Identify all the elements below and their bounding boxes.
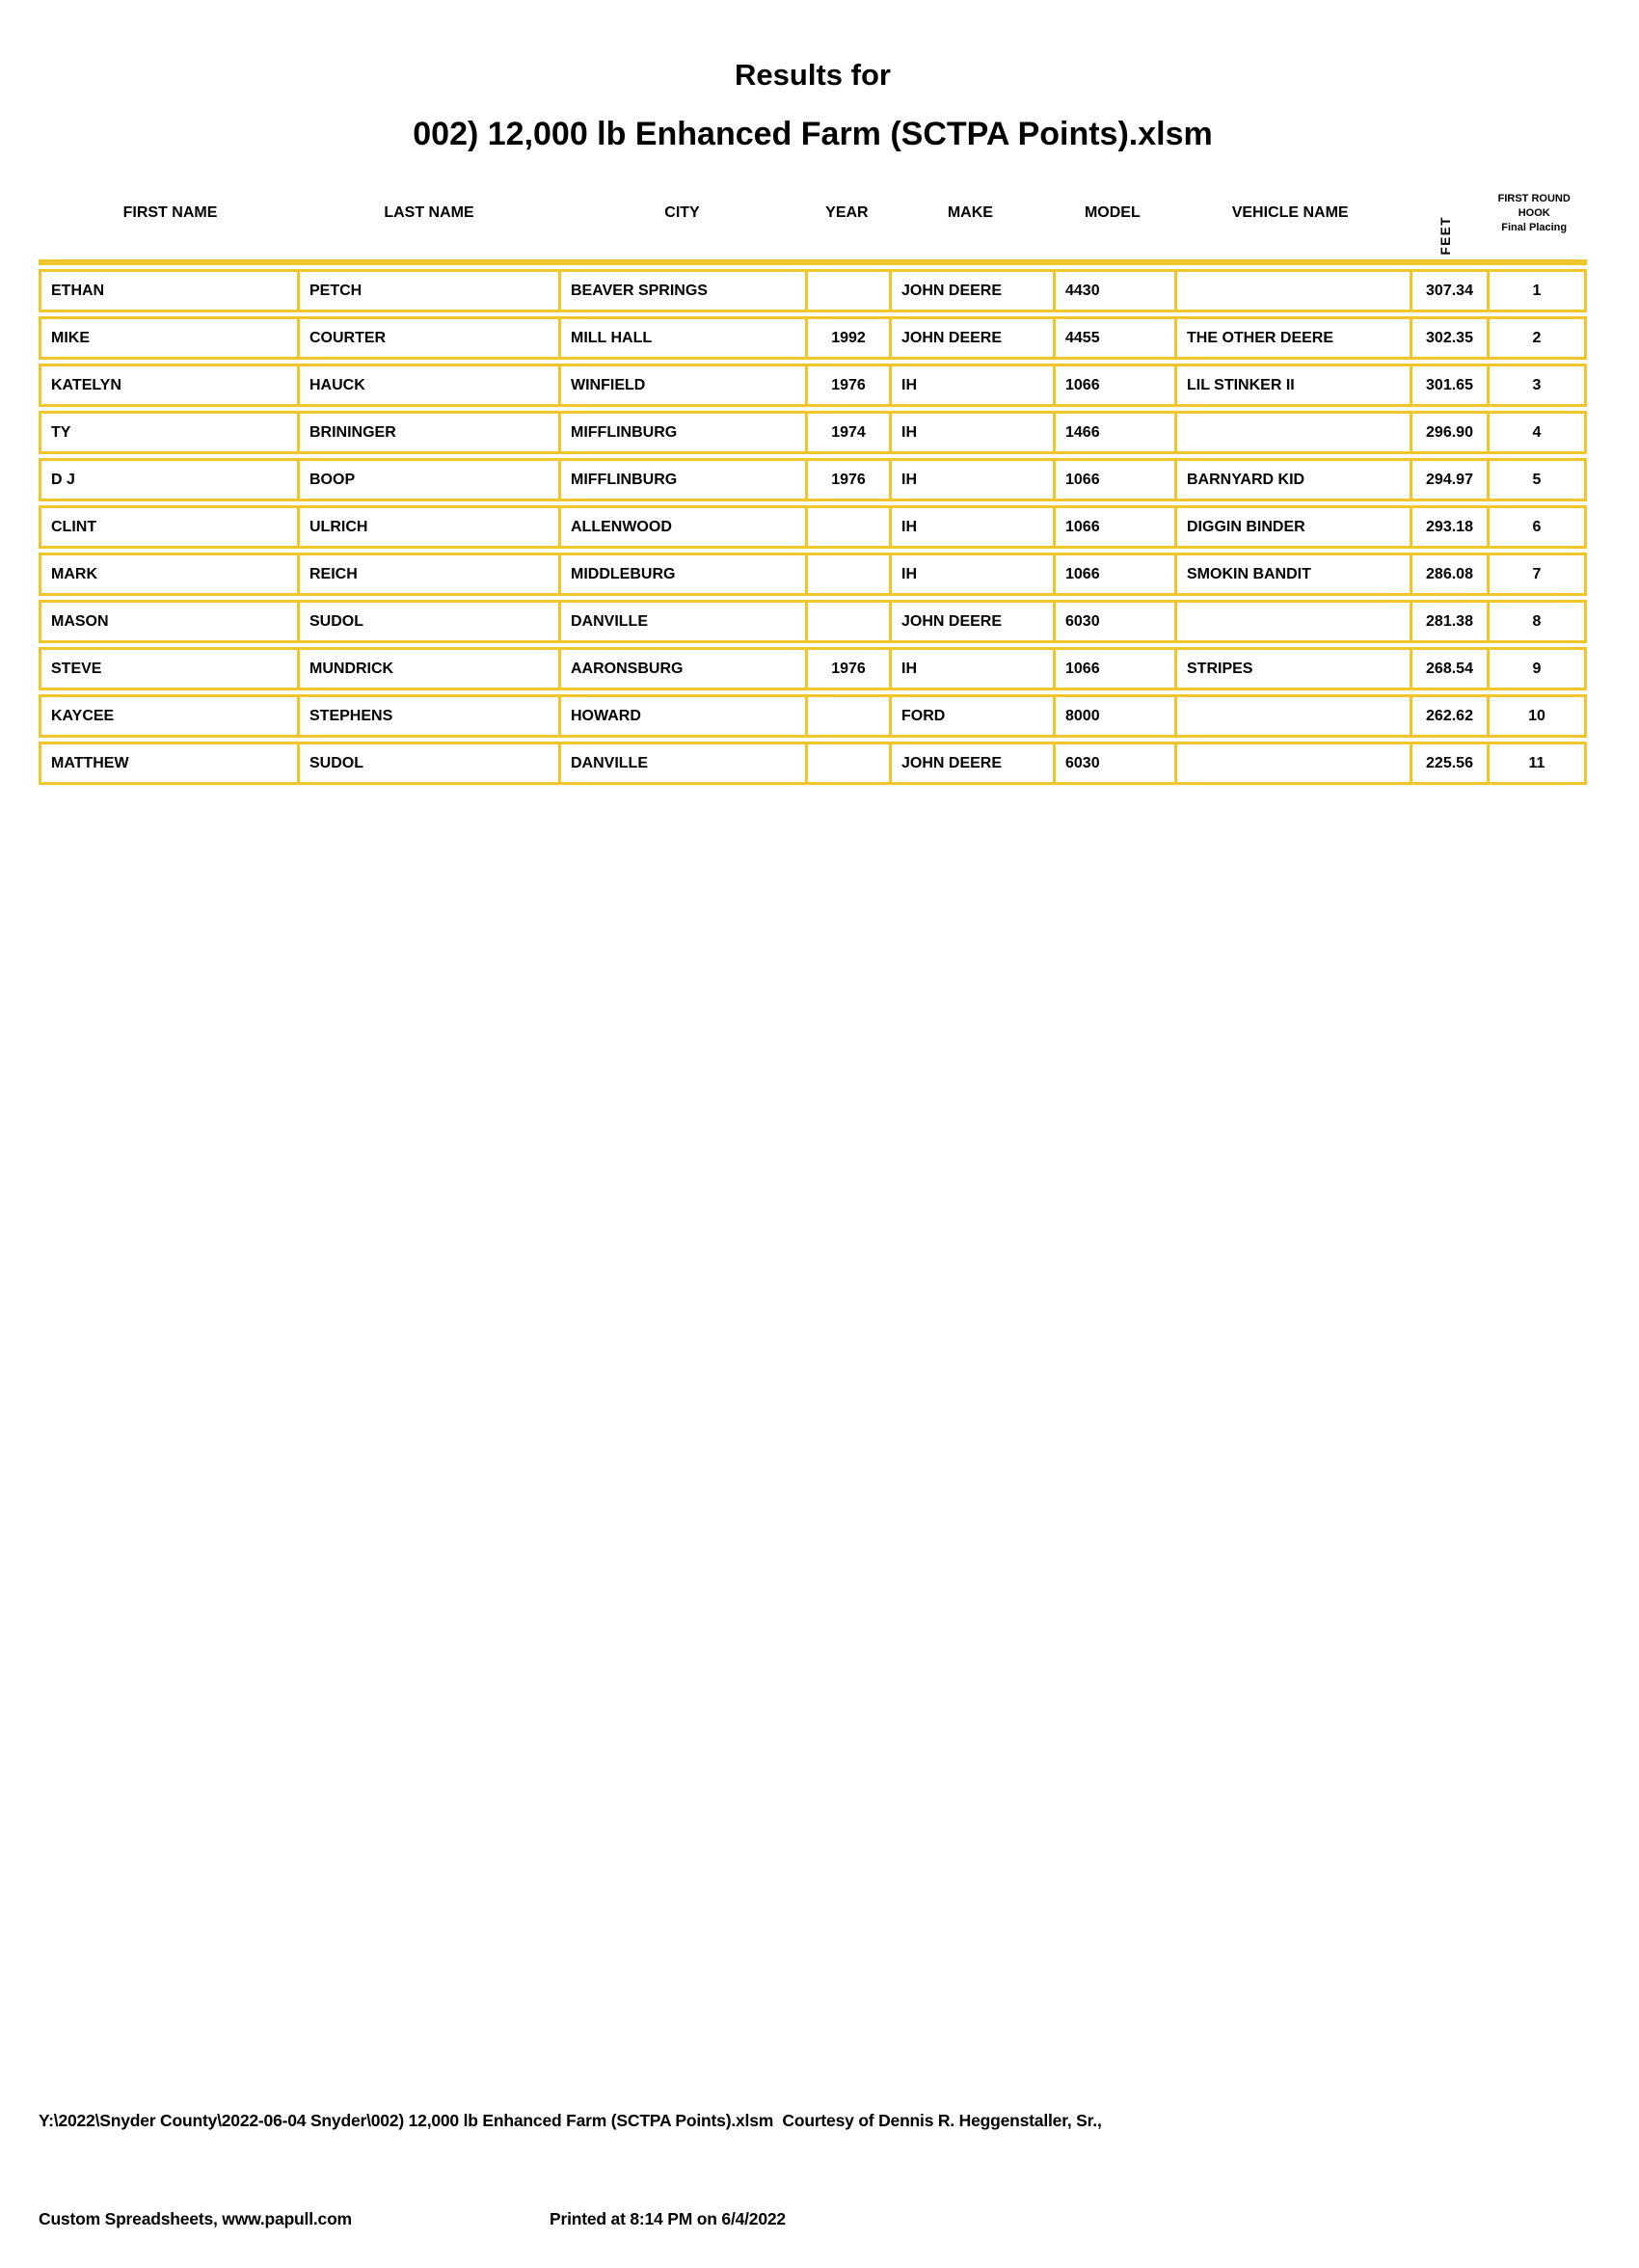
- cell-last-name: ULRICH: [300, 508, 561, 546]
- cell-model: 6030: [1056, 744, 1177, 782]
- table-row: [39, 505, 1587, 549]
- table-row: [39, 600, 1587, 643]
- cell-vehicle-name: THE OTHER DEERE: [1177, 319, 1412, 357]
- cell-feet: 281.38: [1412, 603, 1490, 640]
- cell-first-name: KATELYN: [41, 366, 300, 404]
- cell-last-name: BRININGER: [300, 414, 561, 451]
- table-row: [39, 316, 1587, 360]
- cell-feet: 296.90: [1412, 414, 1490, 451]
- cell-model: 4430: [1056, 272, 1177, 310]
- column-header-last-name: LAST NAME: [384, 204, 474, 221]
- cell-placing: 11: [1528, 754, 1545, 771]
- cell-year: 1976: [808, 650, 892, 688]
- cell-model: 1466: [1056, 414, 1177, 451]
- cell-model: 1066: [1056, 366, 1177, 404]
- cell-year: 1992: [808, 319, 892, 357]
- cell-make: JOHN DEERE: [892, 272, 1056, 310]
- cell-placing: 6: [1532, 518, 1542, 535]
- cell-vehicle-name: LIL STINKER II: [1177, 366, 1412, 404]
- cell-first-name: MARK: [41, 555, 300, 593]
- title-block: [39, 58, 1587, 153]
- cell-feet: 293.18: [1412, 508, 1490, 546]
- placing-header-line3: Final Placing: [1501, 221, 1568, 233]
- cell-year: [808, 603, 892, 640]
- cell-first-name: CLINT: [41, 508, 300, 546]
- cell-feet: 307.34: [1412, 272, 1490, 310]
- footer-filepath: Y:\2022\Snyder County\2022-06-04 Snyder\002) 12,000 lb Enhanced Farm (SCTPA Points).xlsm Courtesy of Dennis R. Heggenstaller, Sr.,: [39, 2111, 1102, 2130]
- cell-placing: 7: [1532, 565, 1542, 582]
- cell-first-name: ETHAN: [41, 272, 300, 310]
- cell-city: MIDDLEBURG: [561, 555, 808, 593]
- cell-city: ALLENWOOD: [561, 508, 808, 546]
- cell-last-name: STEPHENS: [300, 697, 561, 735]
- cell-year: 1976: [808, 461, 892, 499]
- cell-year: [808, 508, 892, 546]
- cell-last-name: SUDOL: [300, 603, 561, 640]
- table-row: [39, 364, 1587, 407]
- cell-vehicle-name: STRIPES: [1177, 650, 1412, 688]
- cell-vehicle-name: [1177, 603, 1412, 640]
- cell-vehicle-name: [1177, 414, 1412, 451]
- cell-make: IH: [892, 461, 1056, 499]
- cell-city: DANVILLE: [561, 744, 808, 782]
- cell-year: 1974: [808, 414, 892, 451]
- cell-placing: 3: [1532, 376, 1542, 393]
- table-row: [39, 458, 1587, 501]
- column-header-vehicle-name: VEHICLE NAME: [1231, 204, 1349, 221]
- cell-placing: 8: [1532, 612, 1542, 630]
- cell-make: IH: [892, 508, 1056, 546]
- cell-feet: 302.35: [1412, 319, 1490, 357]
- placing-header-lines: [1498, 192, 1571, 235]
- cell-first-name: STEVE: [41, 650, 300, 688]
- page-title: Results for: [735, 58, 891, 92]
- cell-vehicle-name: [1177, 272, 1412, 310]
- cell-feet: 268.54: [1412, 650, 1490, 688]
- placing-header-line2: HOOK: [1518, 206, 1550, 219]
- cell-feet: 225.56: [1412, 744, 1490, 782]
- table-top-border: [39, 259, 1587, 265]
- table-row: [39, 694, 1587, 738]
- cell-city: MIFFLINBURG: [561, 414, 808, 451]
- table-row: [39, 647, 1587, 690]
- cell-vehicle-name: [1177, 744, 1412, 782]
- cell-make: IH: [892, 414, 1056, 451]
- cell-make: JOHN DEERE: [892, 319, 1056, 357]
- cell-feet: 301.65: [1412, 366, 1490, 404]
- cell-last-name: COURTER: [300, 319, 561, 357]
- cell-year: [808, 744, 892, 782]
- column-header-model: MODEL: [1084, 204, 1141, 221]
- cell-make: JOHN DEERE: [892, 744, 1056, 782]
- cell-city: DANVILLE: [561, 603, 808, 640]
- cell-vehicle-name: [1177, 697, 1412, 735]
- cell-first-name: KAYCEE: [41, 697, 300, 735]
- file-title: 002) 12,000 lb Enhanced Farm (SCTPA Points).xlsm: [413, 116, 1213, 152]
- cell-year: [808, 697, 892, 735]
- cell-placing: 2: [1532, 329, 1542, 346]
- cell-make: IH: [892, 650, 1056, 688]
- cell-first-name: MASON: [41, 603, 300, 640]
- cell-placing: 9: [1532, 660, 1542, 677]
- cell-last-name: HAUCK: [300, 366, 561, 404]
- table-body: [39, 269, 1587, 785]
- cell-model: 8000: [1056, 697, 1177, 735]
- table-row: [39, 553, 1587, 596]
- cell-first-name: D J: [41, 461, 300, 499]
- column-header-city: CITY: [664, 204, 700, 221]
- cell-placing: 1: [1532, 282, 1542, 299]
- cell-last-name: BOOP: [300, 461, 561, 499]
- cell-first-name: MIKE: [41, 319, 300, 357]
- cell-model: 4455: [1056, 319, 1177, 357]
- cell-last-name: PETCH: [300, 272, 561, 310]
- cell-vehicle-name: DIGGIN BINDER: [1177, 508, 1412, 546]
- cell-city: MILL HALL: [561, 319, 808, 357]
- page-footer: [39, 2038, 1102, 2268]
- cell-year: [808, 555, 892, 593]
- table-row: [39, 411, 1587, 454]
- cell-make: JOHN DEERE: [892, 603, 1056, 640]
- cell-model: 6030: [1056, 603, 1177, 640]
- cell-feet: 262.62: [1412, 697, 1490, 735]
- cell-make: FORD: [892, 697, 1056, 735]
- cell-feet: 294.97: [1412, 461, 1490, 499]
- table-header-row: [39, 167, 1587, 259]
- cell-last-name: MUNDRICK: [300, 650, 561, 688]
- table-row: [39, 742, 1587, 785]
- cell-last-name: REICH: [300, 555, 561, 593]
- cell-placing: 4: [1532, 423, 1542, 441]
- column-header-first-name: FIRST NAME: [122, 204, 218, 221]
- cell-city: AARONSBURG: [561, 650, 808, 688]
- cell-first-name: TY: [41, 414, 300, 451]
- cell-year: 1976: [808, 366, 892, 404]
- column-header-placing: [1484, 167, 1584, 259]
- feet-vertical-label: FEET: [1438, 216, 1454, 256]
- cell-placing: 10: [1528, 707, 1545, 724]
- footer-credit: Custom Spreadsheets, www.papull.com: [39, 2209, 352, 2228]
- cell-feet: 286.08: [1412, 555, 1490, 593]
- cell-city: BEAVER SPRINGS: [561, 272, 808, 310]
- cell-vehicle-name: SMOKIN BANDIT: [1177, 555, 1412, 593]
- footer-line2: [39, 2202, 1102, 2235]
- cell-last-name: SUDOL: [300, 744, 561, 782]
- cell-make: IH: [892, 555, 1056, 593]
- cell-model: 1066: [1056, 650, 1177, 688]
- cell-first-name: MATTHEW: [41, 744, 300, 782]
- cell-make: IH: [892, 366, 1056, 404]
- column-header-year: YEAR: [825, 204, 869, 221]
- placing-header-line1: FIRST ROUND: [1497, 192, 1571, 204]
- cell-model: 1066: [1056, 508, 1177, 546]
- cell-model: 1066: [1056, 461, 1177, 499]
- footer-printed-timestamp: Printed at 8:14 PM on 6/4/2022: [550, 2209, 786, 2228]
- column-header-make: MAKE: [947, 204, 993, 221]
- cell-model: 1066: [1056, 555, 1177, 593]
- cell-city: HOWARD: [561, 697, 808, 735]
- cell-year: [808, 272, 892, 310]
- cell-city: WINFIELD: [561, 366, 808, 404]
- results-table: [39, 167, 1587, 785]
- cell-city: MIFFLINBURG: [561, 461, 808, 499]
- column-header-feet: [1408, 167, 1485, 259]
- cell-vehicle-name: BARNYARD KID: [1177, 461, 1412, 499]
- table-row: [39, 269, 1587, 312]
- cell-placing: 5: [1532, 471, 1542, 488]
